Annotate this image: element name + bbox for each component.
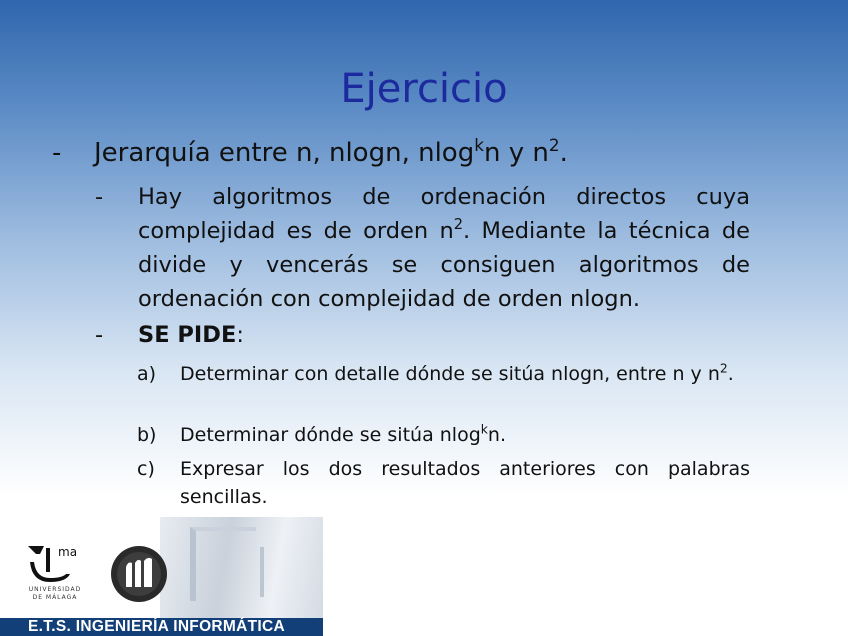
uma-mark: ma [58, 545, 78, 559]
se-pide-text: SE PIDE: [138, 322, 244, 348]
uma-logo-icon [26, 542, 88, 622]
main-bullet-text: Jerarquía entre n, nlogn, nlog$^k$n y $n^2$. [94, 134, 568, 168]
list-marker: a) [137, 363, 157, 385]
list-item-c [137, 455, 750, 511]
sub-bullet-se-pide [95, 318, 750, 352]
list-item-text: Determinar con detalle dónde se sitúa nlogn, entre n y $n^2$. [180, 361, 734, 385]
ets-logo-icon [110, 545, 168, 603]
list-item-b [137, 421, 750, 449]
bullet-dash: - [95, 184, 104, 210]
school-banner: E.T.S. INGENIERÍA INFORMÁTICA [0, 618, 323, 636]
main-bullet [52, 135, 752, 171]
sub-bullet-algorithms-text: Hay algoritmos de ordenación directos cuya complejidad es de orden $n^2$. Mediante la técnica de divide y vencerás se consiguen algoritmos de ordenación con complejidad de orden nlogn. [138, 184, 750, 312]
university-name: UNIVERSIDAD DE MÁLAGA [28, 586, 82, 601]
list-marker: c) [137, 458, 155, 480]
slide-title: Ejercicio [340, 66, 508, 112]
list-item-text: Determinar dónde se sitúa nlog$^k$n. [180, 422, 507, 446]
bullet-dash: - [95, 322, 104, 348]
list-item-a [137, 360, 750, 388]
building-photo [160, 517, 323, 618]
list-marker: b) [137, 424, 157, 446]
bullet-dash: - [52, 138, 62, 168]
list-item-text: Expresar los dos resultados anteriores con palabras sencillas. [180, 458, 750, 508]
sub-bullet-algorithms [95, 180, 750, 316]
